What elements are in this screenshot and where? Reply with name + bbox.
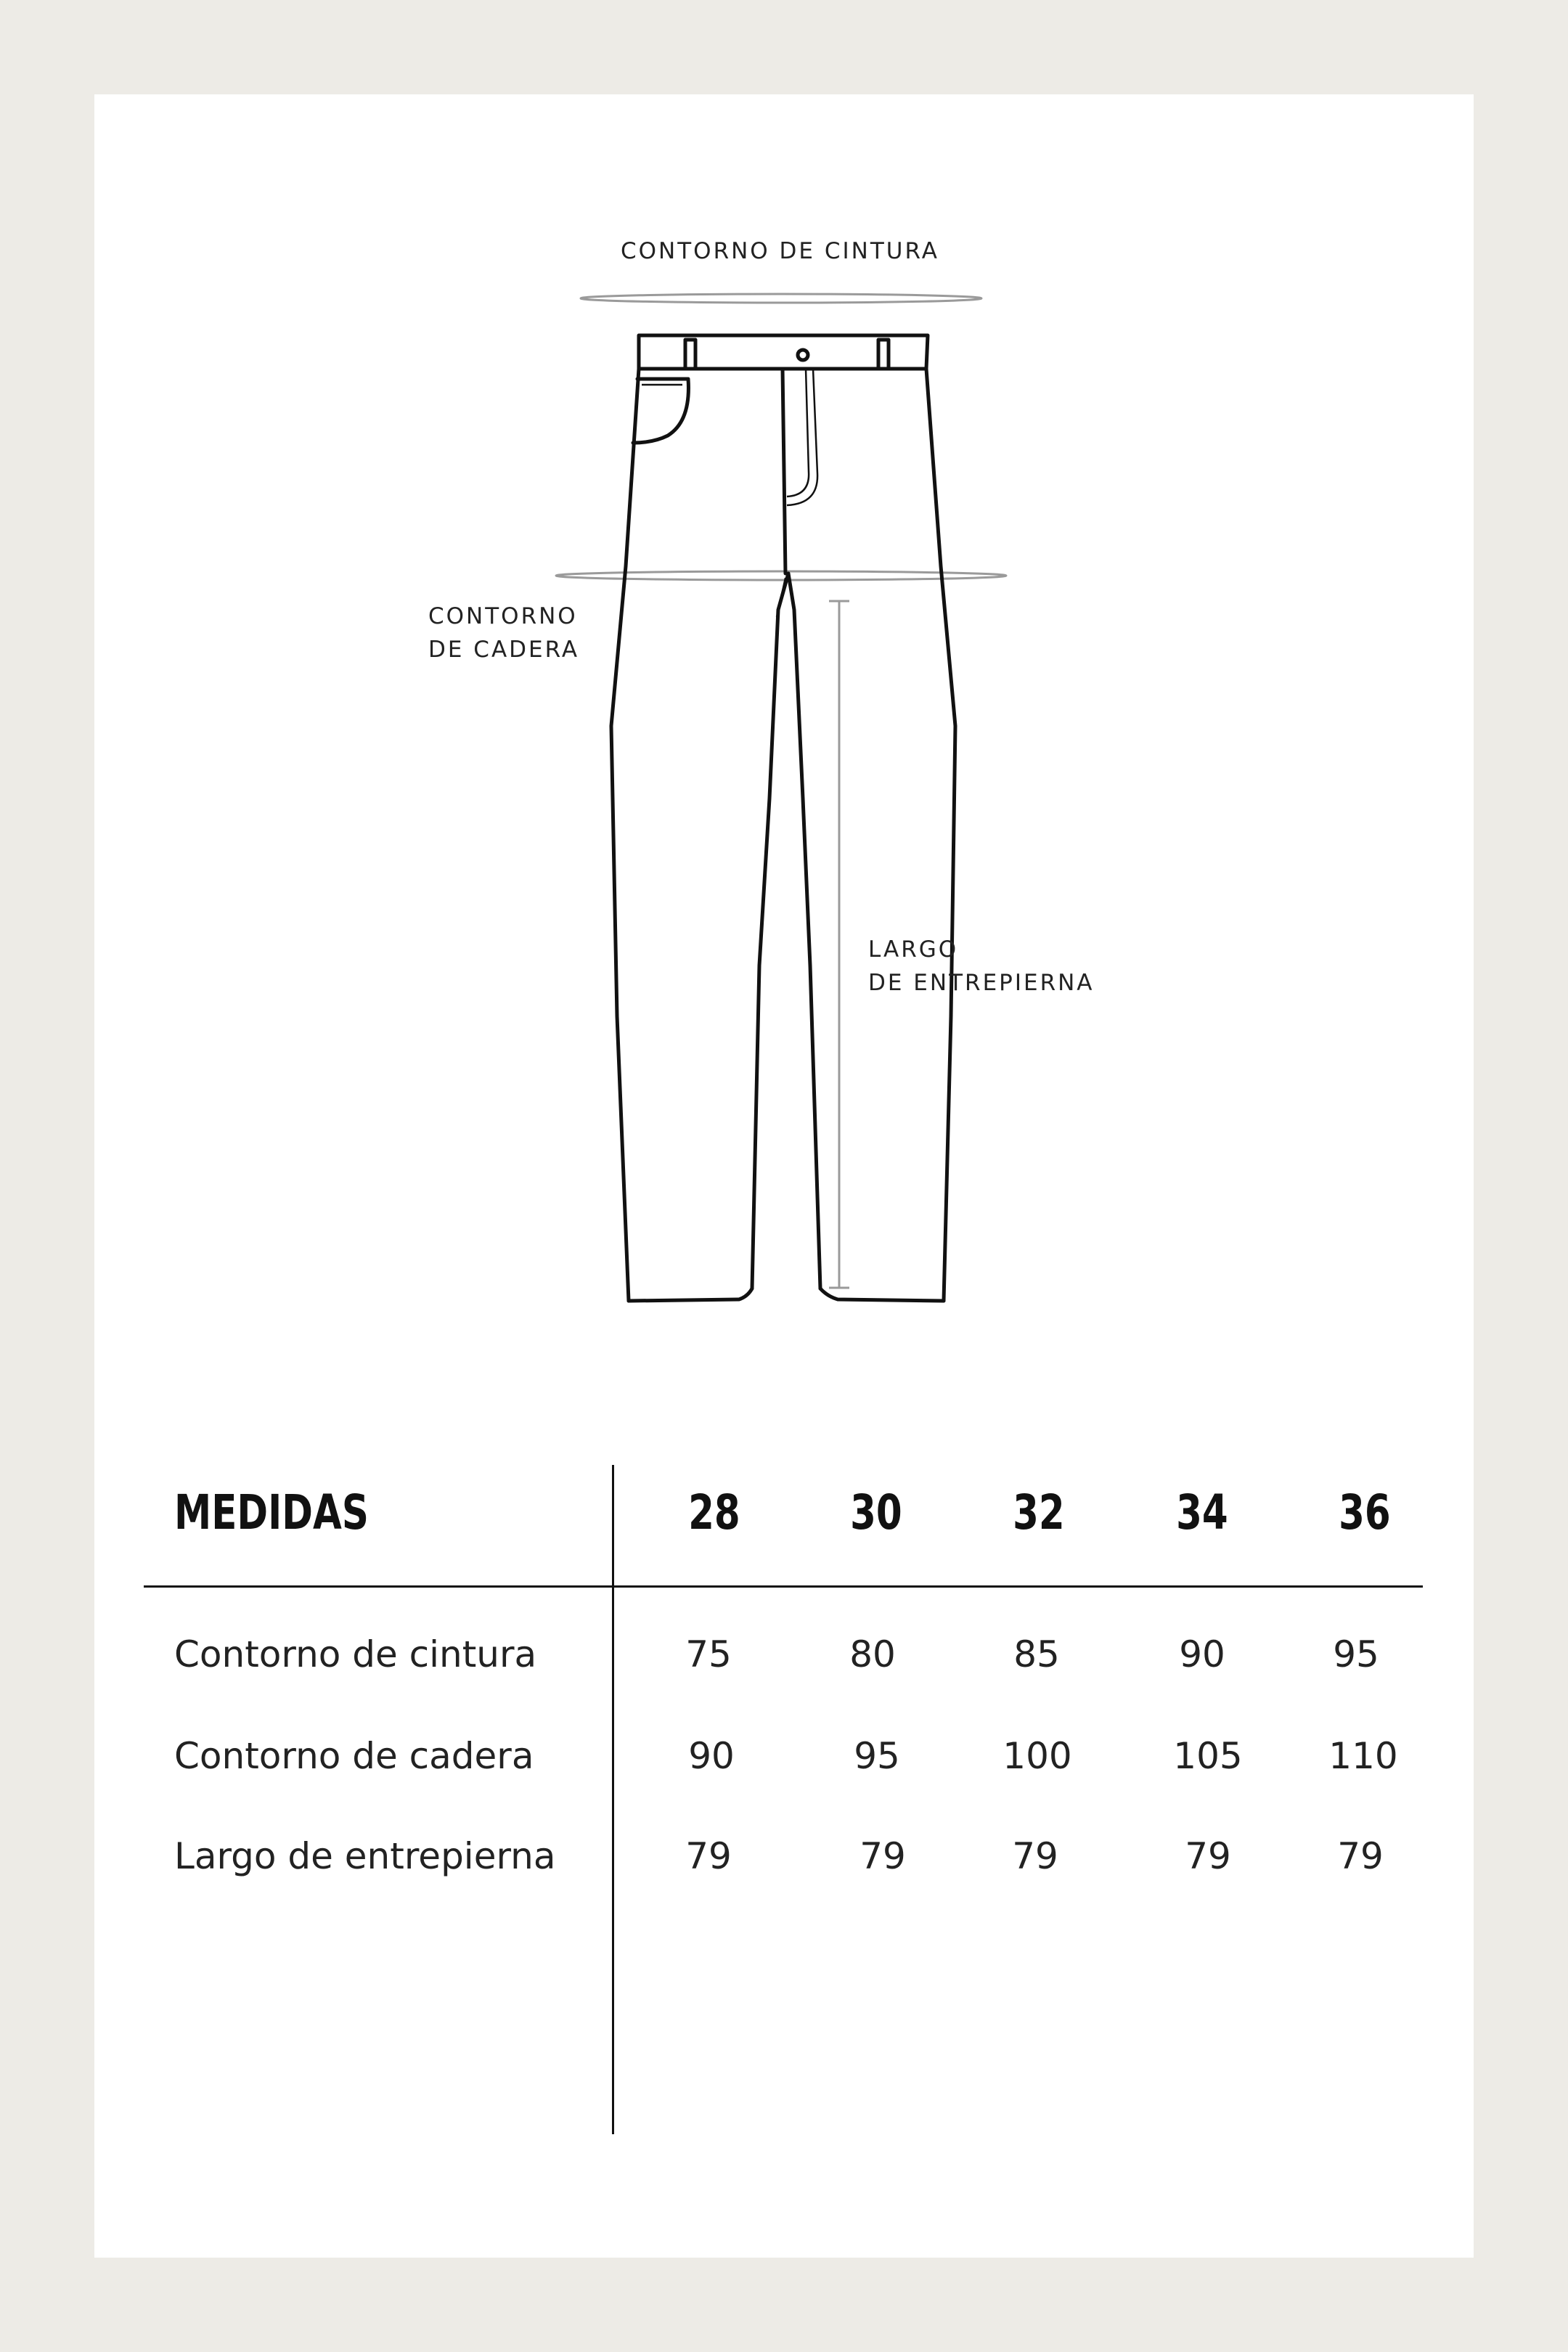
table-title: MEDIDAS <box>174 1485 369 1540</box>
size-header-28: 28 <box>688 1485 740 1540</box>
table-cell: 95 <box>1333 1633 1379 1675</box>
table-cell: 79 <box>1185 1835 1231 1877</box>
row-label-waist: Contorno de cintura <box>174 1633 537 1675</box>
inseam-measure-line <box>829 601 849 1288</box>
row-label-inseam: Largo de entrepierna <box>174 1835 556 1877</box>
table-cell: 85 <box>1013 1633 1060 1675</box>
row-label-hip: Contorno de cadera <box>174 1735 534 1777</box>
table-cell: 105 <box>1173 1735 1243 1777</box>
table-vertical-divider <box>612 1465 614 2134</box>
table-cell: 79 <box>685 1835 732 1877</box>
size-header-36: 36 <box>1339 1485 1391 1540</box>
table-cell: 75 <box>685 1633 732 1675</box>
pants-outline <box>611 335 955 1301</box>
table-cell: 79 <box>1012 1835 1058 1877</box>
table-cell: 79 <box>859 1835 906 1877</box>
size-header-34: 34 <box>1176 1485 1228 1540</box>
table-cell: 100 <box>1003 1735 1072 1777</box>
inseam-diagram-label: LARGO DE ENTREPIERNA <box>868 936 1095 996</box>
table-cell: 90 <box>688 1735 735 1777</box>
table-cell: 90 <box>1179 1633 1225 1675</box>
table-cell: 79 <box>1337 1835 1384 1877</box>
table-cell: 95 <box>854 1735 900 1777</box>
size-header-32: 32 <box>1013 1485 1065 1540</box>
size-header-30: 30 <box>850 1485 902 1540</box>
waist-diagram-label: CONTORNO DE CINTURA <box>621 238 939 264</box>
table-horizontal-divider <box>144 1585 1423 1588</box>
table-cell: 110 <box>1328 1735 1398 1777</box>
table-cell: 80 <box>849 1633 896 1675</box>
hip-diagram-label: CONTORNO DE CADERA <box>428 603 580 663</box>
waist-measure-line <box>581 294 981 303</box>
